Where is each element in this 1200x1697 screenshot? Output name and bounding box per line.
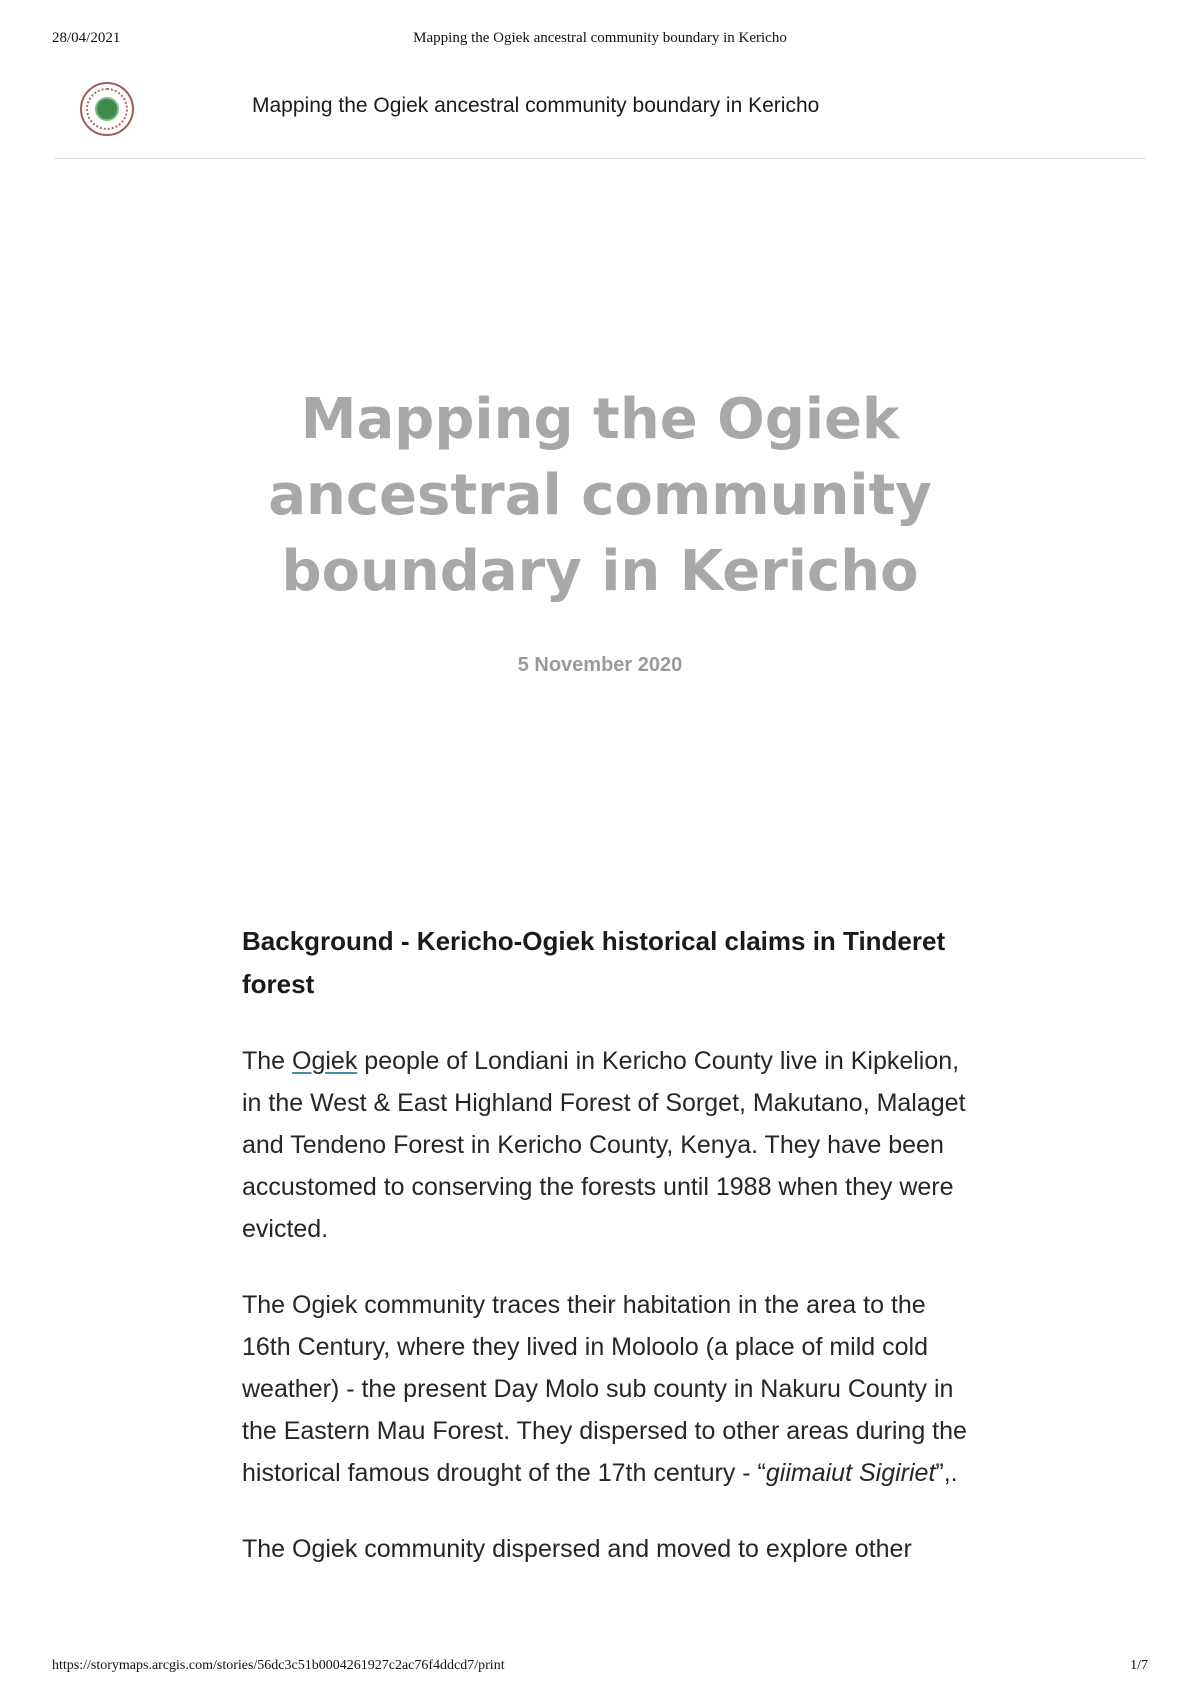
paragraph-1-rest: people of Londiani in Kericho County live in Kipkelion, in the West & East Highland Forest of Sorget, Makutano, Malaget and Tendeno Forest in Kericho County, Kenya. They have been accustomed to conserving the forests until 1988 when they were evicted. (242, 1047, 966, 1243)
section-heading-background: Background - Kericho-Ogiek historical claims in Tinderet forest (242, 926, 946, 999)
paragraph-2-italic-term: giimaiut Sigiriet (765, 1459, 936, 1487)
paragraph-2 (242, 1284, 972, 1494)
paragraph-3: The Ogiek community dispersed and moved to explore other (242, 1535, 912, 1563)
story-title: Mapping the Ogiek ancestral community boundary in Kericho (268, 387, 932, 604)
story-content (242, 920, 972, 1604)
ogiek-link[interactable]: Ogiek (292, 1047, 358, 1075)
print-page-number: 1/7 (1130, 1658, 1148, 1673)
paragraph-1 (242, 1040, 972, 1250)
print-page-title: Mapping the Ogiek ancestral community boundary in Kericho (413, 30, 787, 46)
print-url: https://storymaps.arcgis.com/stories/56dc3c51b0004261927c2ac76f4ddcd7/print (52, 1658, 505, 1673)
print-footer (52, 1658, 1148, 1678)
paragraph-2-start: The Ogiek community traces their habitation in the area to the 16th Century, where they lived in Moloolo (a place of mild cold weather) - the present Day Molo sub county in Nakuru County in the Eastern Mau Forest. They dispersed to other areas during the historical famous drought of the 17th century - “ (242, 1291, 967, 1487)
story-header-bar (54, 76, 1146, 159)
print-header (52, 30, 1148, 50)
organization-seal-logo-icon[interactable] (80, 82, 134, 136)
print-date: 28/04/2021 (52, 30, 121, 46)
story-publish-date: 5 November 2020 (517, 654, 683, 676)
story-header-title: Mapping the Ogiek ancestral community boundary in Kericho (252, 94, 820, 117)
paragraph-2-end: ”,. (935, 1459, 958, 1487)
paragraph-1-start: The (242, 1047, 293, 1075)
logo-emblem (95, 97, 119, 121)
